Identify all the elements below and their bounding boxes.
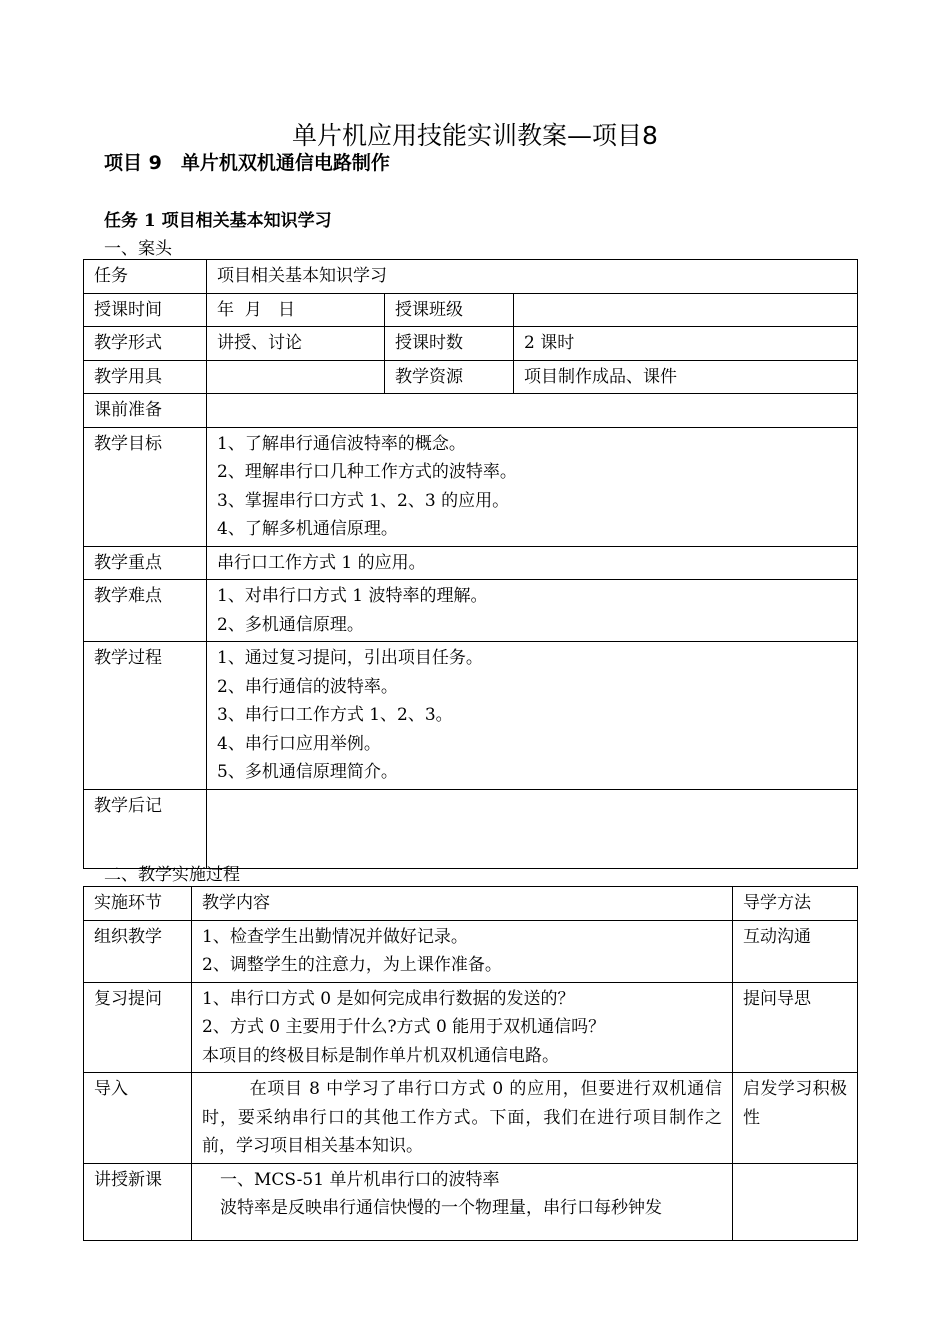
column-header-method: 导学方法	[733, 887, 858, 921]
table-row	[84, 260, 858, 294]
method-cell: 互动沟通	[733, 920, 858, 982]
content-line: 2、调整学生的注意力，为上课作准备。	[202, 955, 502, 975]
content-cell	[192, 982, 733, 1073]
process-label: 教学过程	[84, 642, 207, 790]
form-value: 讲授、讨论	[207, 327, 385, 361]
notes-label: 教学后记	[84, 789, 207, 868]
content-line: 一、MCS-51 单片机串行口的波特率	[220, 1169, 500, 1190]
table-row	[84, 1073, 858, 1164]
table-row	[84, 394, 858, 428]
form-label: 教学形式	[84, 327, 207, 361]
content-line: 2、方式 0 主要用于什么?方式 0 能用于双机通信吗？	[202, 1017, 606, 1037]
resources-label: 教学资源	[385, 360, 514, 394]
process-item: 4、串行口应用举例。	[217, 733, 381, 754]
intro-paragraph: 在项目 8 中学习了串行口方式 0 的应用，但要进行双机通信时，要采纳串行口的其他工作方式。下面，我们在进行项目制作之前，学习项目相关基本知识。	[202, 1079, 722, 1156]
table-row	[84, 360, 858, 394]
content-cell	[192, 1073, 733, 1164]
stage-cell: 导入	[84, 1073, 192, 1164]
time-value: 年 月 日	[207, 293, 385, 327]
table-row	[84, 580, 858, 642]
goal-item: 4、了解多机通信原理。	[217, 519, 398, 539]
table-row	[84, 789, 858, 868]
class-value	[514, 293, 858, 327]
method-cell: 启发学习积极性	[733, 1073, 858, 1164]
column-header-content: 教学内容	[192, 887, 733, 921]
resources-value: 项目制作成品、课件	[514, 360, 858, 394]
task-heading: 任务 1 项目相关基本知识学习	[104, 211, 332, 231]
difficulty-label: 教学难点	[84, 580, 207, 642]
prep-label: 课前准备	[84, 394, 207, 428]
table-row	[84, 546, 858, 580]
time-label: 授课时间	[84, 293, 207, 327]
prep-value	[207, 394, 858, 428]
section-heading-case: 一、案头	[104, 239, 172, 259]
hours-label: 授课时数	[385, 327, 514, 361]
goal-item: 3、掌握串行口方式 1、2、3 的应用。	[217, 490, 510, 511]
notes-value	[207, 789, 858, 868]
process-item: 1、通过复习提问，引出项目任务。	[217, 648, 483, 668]
task-value: 项目相关基本知识学习	[207, 260, 858, 294]
table-row	[84, 642, 858, 790]
method-cell: 提问导思	[733, 982, 858, 1073]
goal-item: 1、了解串行通信波特率的概念。	[217, 433, 466, 454]
hours-value: 2 课时	[514, 327, 858, 361]
table-row	[84, 1163, 858, 1240]
process-item: 2、串行通信的波特率。	[217, 676, 398, 697]
content-line: 1、串行口方式 0 是如何完成串行数据的发送的？	[202, 988, 575, 1009]
process-cell	[207, 642, 858, 790]
stage-cell: 讲授新课	[84, 1163, 192, 1240]
content-line: 波特率是反映串行通信快慢的一个物理量，串行口每秒钟发	[220, 1198, 662, 1218]
table-row	[84, 982, 858, 1073]
content-cell	[192, 920, 733, 982]
project-heading: 项目 9 单片机双机通信电路制作	[104, 152, 390, 174]
table-header-row	[84, 887, 858, 921]
table-row	[84, 293, 858, 327]
tools-value	[207, 360, 385, 394]
case-table	[83, 259, 858, 869]
content-line: 1、检查学生出勤情况并做好记录。	[202, 926, 468, 947]
implementation-table	[83, 886, 858, 1241]
section-heading-implementation: 二、教学实施过程	[104, 865, 240, 885]
stage-cell: 复习提问	[84, 982, 192, 1073]
method-cell	[733, 1163, 858, 1240]
process-item: 3、串行口工作方式 1、2、3。	[217, 705, 453, 725]
content-line: 本项目的终极目标是制作单片机双机通信电路。	[202, 1045, 559, 1066]
difficulty-item: 2、多机通信原理。	[217, 614, 364, 635]
document-title: 单片机应用技能实训教案—项目8	[292, 121, 658, 150]
focus-label: 教学重点	[84, 546, 207, 580]
content-cell	[192, 1163, 733, 1240]
column-header-stage: 实施环节	[84, 887, 192, 921]
process-item: 5、多机通信原理简介。	[217, 762, 398, 782]
task-label: 任务	[84, 260, 207, 294]
stage-cell: 组织教学	[84, 920, 192, 982]
tools-label: 教学用具	[84, 360, 207, 394]
goals-label: 教学目标	[84, 427, 207, 546]
table-row	[84, 920, 858, 982]
goals-cell	[207, 427, 858, 546]
goal-item: 2、理解串行口几种工作方式的波特率。	[217, 462, 517, 482]
class-label: 授课班级	[385, 293, 514, 327]
difficulty-item: 1、对串行口方式 1 波特率的理解。	[217, 586, 488, 606]
table-row	[84, 327, 858, 361]
focus-value: 串行口工作方式 1 的应用。	[207, 546, 858, 580]
difficulty-cell	[207, 580, 858, 642]
table-row	[84, 427, 858, 546]
